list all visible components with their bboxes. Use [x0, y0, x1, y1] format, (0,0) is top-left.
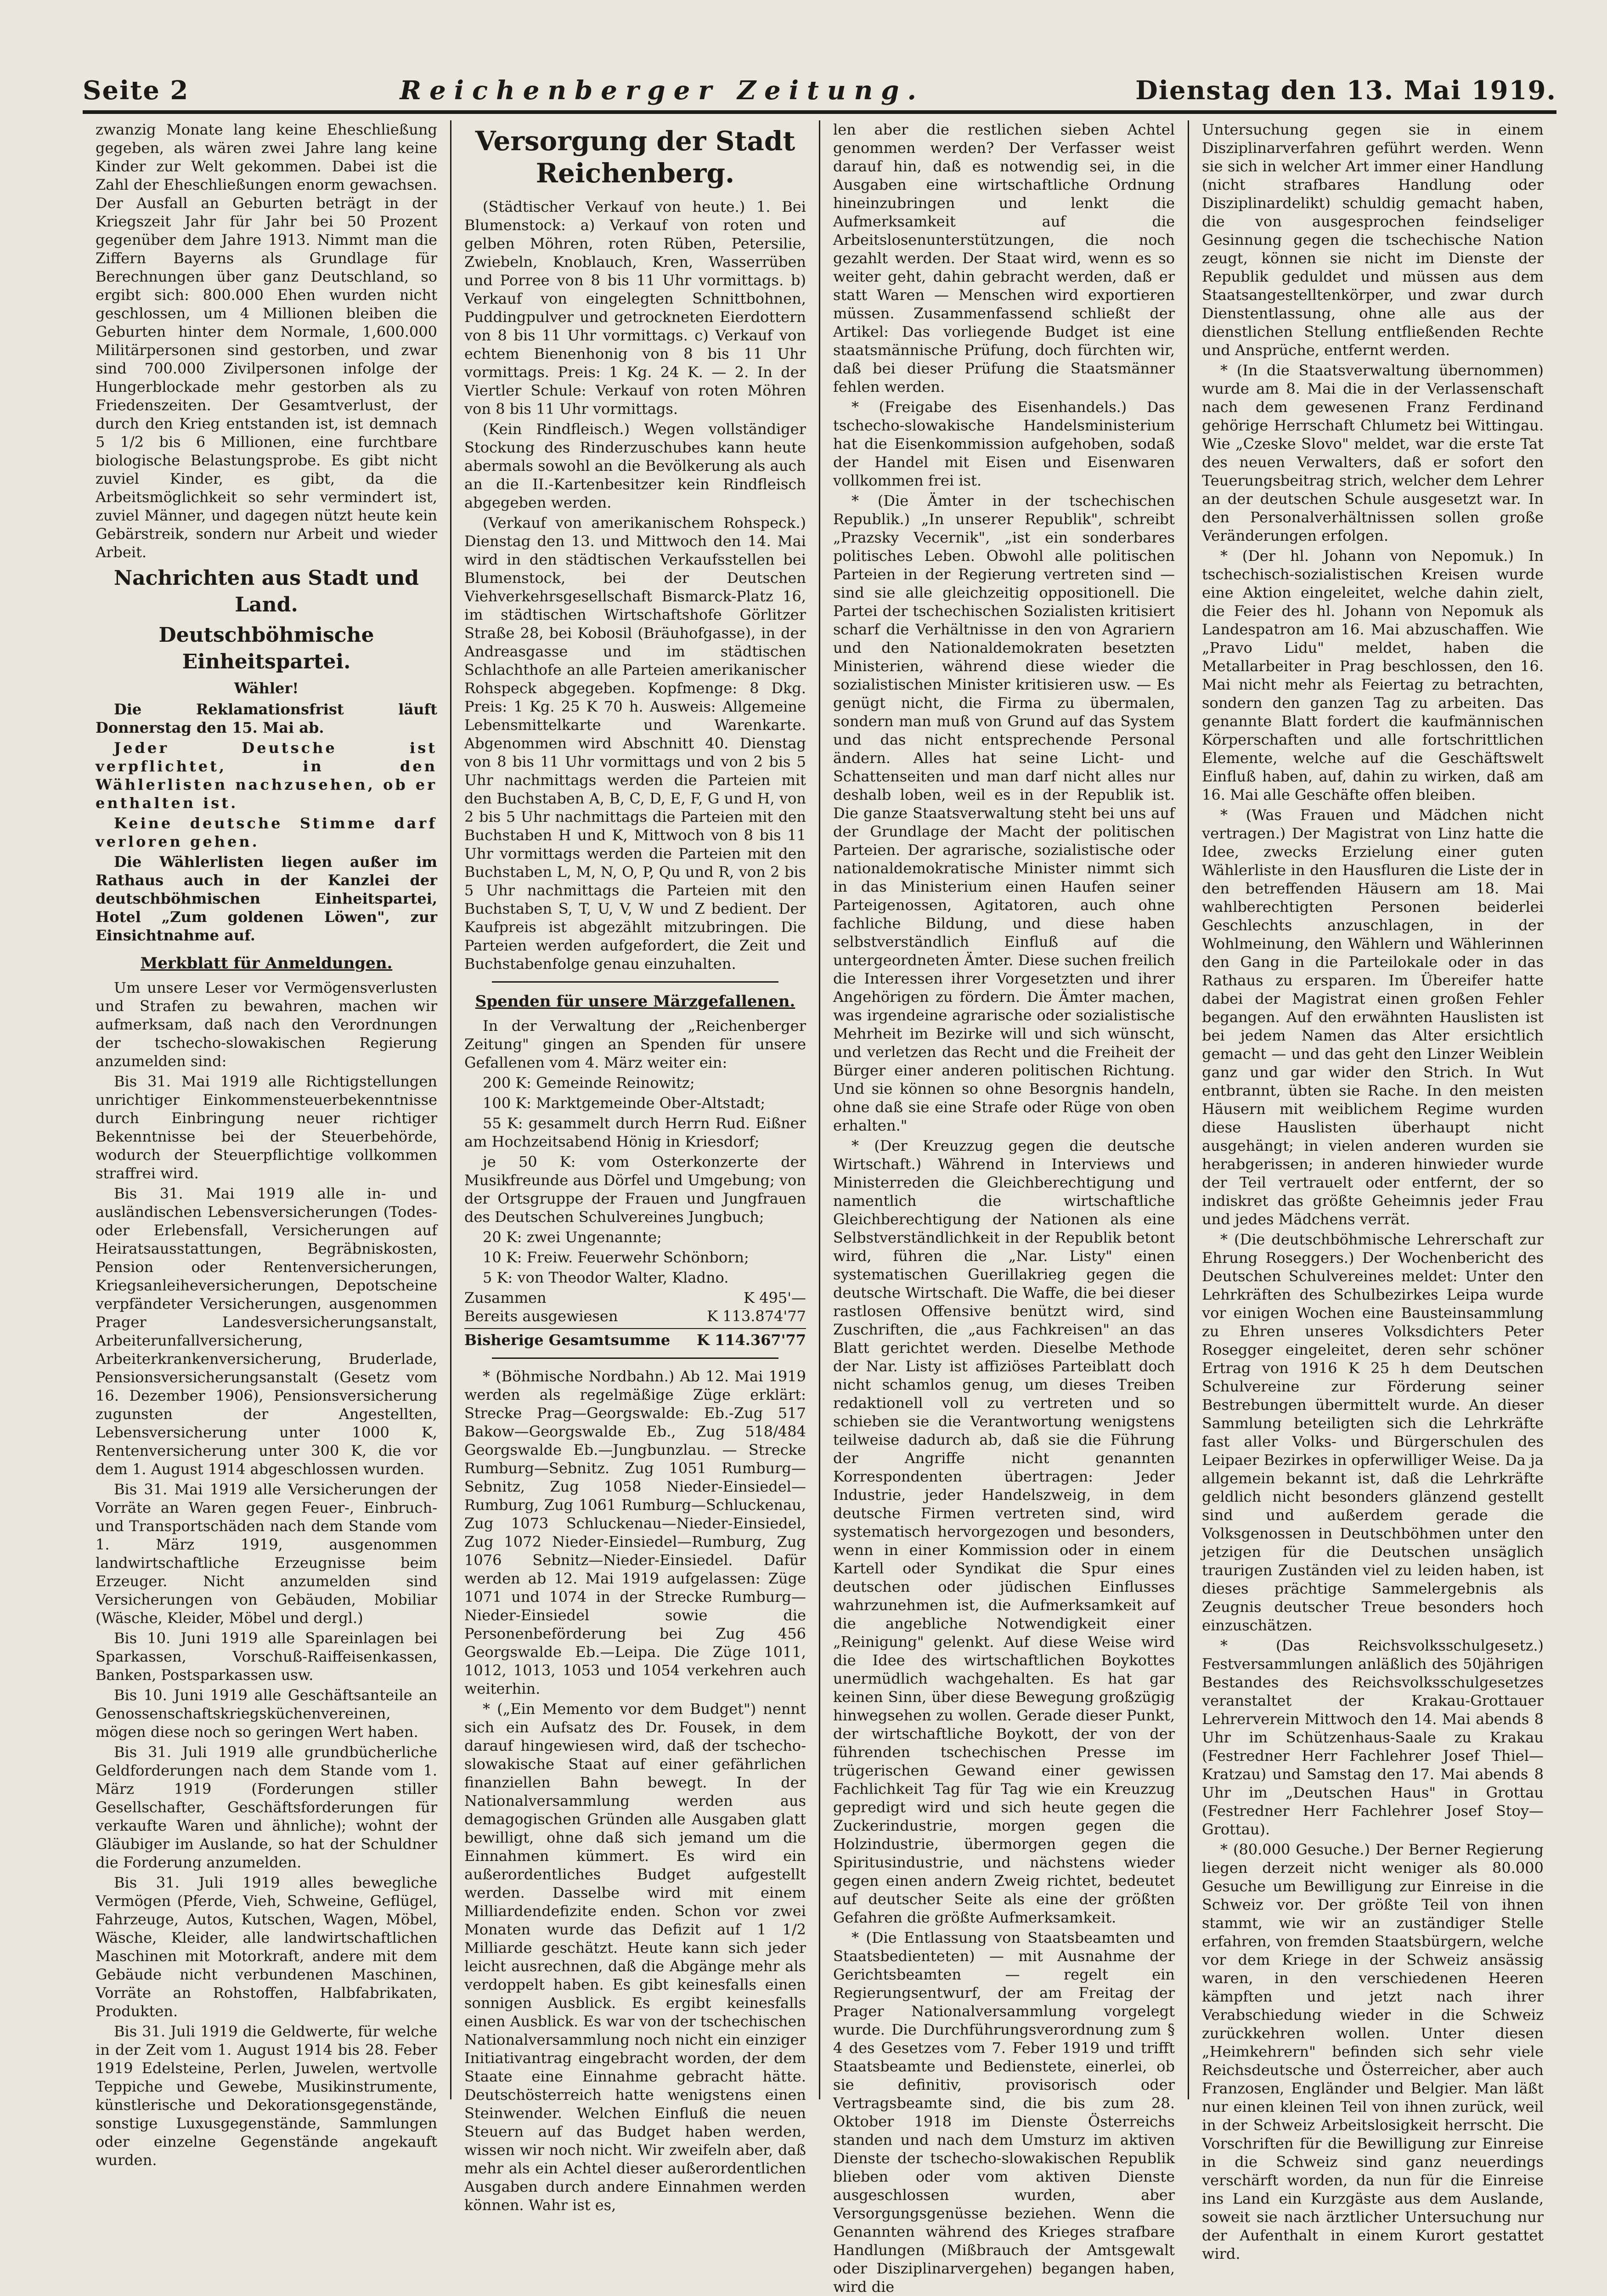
- divider: [492, 981, 778, 983]
- masthead: [83, 55, 1556, 106]
- merkblatt-item: Bis 31. Mai 1919 alle Richtigstellungen unrichtiger Einkommensteuerbekenntnisse durch Einbringung neuer richtiger Bekenntnisse bei der Steuerbehörde, wodurch der Steuerpflichtige vollkommen straffrei wird.: [96, 1073, 437, 1182]
- merkblatt-item: Bis 31. Juli 1919 alle grundbücherliche Geldforderungen nach dem Stande vom 1. März 1919 (Forderungen stiller Gesellschafter, Geschäftsforderungen für verkaufte Waren und ähnliche); wohnt der Gläubiger im Auslande, so hat der Schuldner die Forderung anzumelden.: [96, 1743, 437, 1871]
- donation-sum-row: [464, 1289, 806, 1307]
- column-1: [83, 120, 450, 2169]
- article-crusade-economy: * (Der Kreuzzug gegen die deutsche Wirtschaft.) Während in Interviews und Ministerreden die Gleichberechtigung und namentlich die wirtschaftliche Gleichberechtigung der Nationen als eine Selbstverständlichkeit in der Republik betont wird, führen die „Nar. Listy" einen systematischen Guerillakrieg gegen die deutsche Wirtschaft. Die Waffe, die bei dieser rastlosen Offensive benützt wird, sind Zuschriften, die „aus Fachkreisen" an das Blatt gerichtet werden. Dieselbe Methode der Nar. Listy ist affiziöses Parteiblatt doch nicht schamlos genug, um dieses Treiben redaktionell voll zu vertreten und so schieben sie die Verantwortung wenigstens teilweise dadurch ab, daß sie die Führung der Angriffe nicht genannten Korrespondenten übertragen: Jeder Industrie, jeder Handelszweig, in dem deutsche Firmen vertreten sind, wird systematisch hervorgezogen und besonders, wenn in einer Kommission oder in einem Kartell oder Syndikat die Spur eines deutschen oder jüdischen Einflusses wahrzunehmen ist, die Aufmerksamkeit auf die angebliche Notwendigkeit einer „Reinigung" gelenkt. Auf diese Weise wird die Idee des wirtschaftlichen Boykottes unermüdlich wachgehalten. Es hat gar keinen Sinn, über diese Bewegung großzügig hinwegsehen zu wollen. Gerade dieser Punkt, der wirtschaftliche Boykott, der von der führenden tschechischen Presse im trügerischen Gewand einer gewissen Fachlichkeit Tag für Tag wie ein Kreuzzug gepredigt wird und sich heute gegen die Zuckerindustrie, morgen gegen die Holzindustrie, übermorgen gegen die Spiritusindustrie, und nächstens wieder gegen einen andern Zweig richtet, bedeutet auf deutscher Seite als eine der größten Gefahren die größte Aufmerksamkeit.: [833, 1137, 1175, 1926]
- article-northern-railway: * (Böhmische Nordbahn.) Ab 12. Mai 1919 werden als regelmäßige Züge erklärt: Strecke Prag—Georgswalde: Eb.-Zug 517 Bakow—Georgswalde Eb., Zug 518/484 Georgswalde Eb.—Jungbunzlau. — Strecke Rumburg—Sebnitz. Zug 1051 Rumburg—Sebnitz, Zug 1058 Nieder-Einsiedel—Rumburg, Zug 1061 Rumburg—Schluckenau, Zug 1073 Schluckenau—Nieder-Einsiedel, Zug 1072 Nieder-Einsiedel—Rumburg, Zug 1076 Sebnitz—Nieder-Einsiedel. Dafür werden ab 12. Mai 1919 aufgelassen: Züge 1071 und 1074 in der Strecke Rumburg—Nieder-Einsiedel sowie die Personenbeförderung bei Zug 456 Georgswalde Eb.—Leipa. Die Züge 1011, 1012, 1013, 1053 und 1054 verkehren auch weiterhin.: [464, 1368, 806, 1697]
- merkblatt-item: Bis 31. Mai 1919 alle in- und ausländischen Lebensversicherungen (Todes- oder Erlebensfall, Versicherungen auf Heiratsausstattungen, Begräbniskosten, Pension oder Rentenversicherungen, Kriegsanleiheversicherungen, Depotscheine verpfändeter Versicherungen, ausgenommen Prager Landesversicherungsanstalt, Arbeiterunfallversicherung, Arbeiterkrankenversicherung, Bruderlade, Pensionsversicherungsanstalt (Gesetz vom 16. Dezember 1906), Pensionsversicherung zugunsten der Angestellten, Lebensversicherung unter 1000 K, Rentenversicherung unter 300 K, die vor dem 1. August 1914 abgeschlossen wurden.: [96, 1185, 437, 1478]
- previous-label: Bereits ausgewiesen: [464, 1307, 618, 1325]
- article-dismissal-continued: Untersuchung gegen sie in einem Disziplinarverfahren geführt werden. Wenn sie sich in welcher Art immer einer Handlung (nicht strafbares Handlung oder Disziplinardelikt) schuldig gemacht haben, die von ausgesprochen feindseliger Gesinnung gegen die tschechische Nation zeugt, können sie nicht im Dienste der Republik geduldet und müssen aus dem Staatsangestelltenkörper, und zwar durch Dienstentlassung, ohne alle aus der dienstlichen Stellung entfließenden Rechte und Ansprüche, entfernt werden.: [1202, 121, 1544, 359]
- merkblatt-item: Bis 31. Juli 1919 alles bewegliche Vermögen (Pferde, Vieh, Schweine, Geflügel, Fahrzeuge, Autos, Kutschen, Wagen, Möbel, Wäsche, Kleider, alle landwirtschaftlichen Maschinen mit Motorkraft, andere mit dem Gebäude nicht verbundenen Maschinen, Vorräte an Rohstoffen, Halbfabrikaten, Produkten.: [96, 1874, 437, 2020]
- donation-line: 10 K: Freiw. Feuerwehr Schönborn;: [483, 1249, 749, 1266]
- merkblatt-item: Bis 10. Juni 1919 alle Spareinlagen bei Sparkassen, Vorschuß-Raiffeisenkassen, Banken, Postsparkassen usw.: [96, 1629, 437, 1684]
- article-bacon-sale: (Verkauf von amerikanischem Rohspeck.) Dienstag den 13. und Mittwoch den 14. Mai wird in den städtischen Verkaufsstellen bei Blumenstock, bei der Deutschen Viehverkehrsgesellschaft Bismarck-Platz 16, im städtischen Wirtschaftshofe Görlitzer Straße 28, bei Kobosil (Bräuhofgasse), in der Andreasgasse und im städtischen Schlachthofe an alle Parteien amerikanischer Rohspeck abgegeben. Kopfmenge: 8 Dkg. Preis: 1 Kg. 25 K 70 h. Ausweis: Allgemeine Lebensmittelkarte und Warenkarte. Abgenommen wird Abschnitt 40. Dienstag von 8 bis 11 Uhr vormittags und von 2 bis 5 Uhr nachmittags werden die Parteien mit den Buchstaben A, B, C, D, E, F, G und H, von 2 bis 5 Uhr nachmittags die Parteien mit den Buchstaben H und K, Mittwoch von 8 bis 11 Uhr vormittags werden die Parteien mit den Buchstaben L, M, N, O, P, Qu und R, von 2 bis 5 Uhr nachmittags die Parteien mit den Buchstaben S, T, U, V, W und Z bedient. Der Kaufpreis ist abgezählt mitzubringen. Die Parteien werden aufgefordert, die Zeit und Buchstabenfolge genau einzuhalten.: [464, 514, 806, 973]
- article-rosegger: * (Die deutschböhmische Lehrerschaft zur Ehrung Roseggers.) Der Wochenbericht des Deutschen Schulvereines meldet: Unter den Lehrkräften des Schulbezirkes Leipa wurde vor einigen Wochen eine Bausteinsammlung zu Ehren unseres Volksdichters Peter Rosegger eingeleitet, deren sehr schöner Ertrag von 1916 K 25 h dem Deutschen Schulvereine zur Förderung seiner Bestrebungen übermittelt wurde. An dieser Sammlung beteiligten sich die Lehrkräfte fast aller Volks- und Bürgerschulen des Leipaer Bezirkes in opferwilliger Weise. Da ja allgemein bekannt ist, daß die Lehrkräfte geldlich nicht besonders glänzend gestellt sind und außerdem gerade die Volksgenossen in Deutschböhmen unter den jetzigen für die Deutschen unsäglich traurigen Zuständen viel zu leiden haben, ist dieses prächtige Sammelergebnis als Zeugnis deutscher Treue besonders hoch einzuschätzen.: [1202, 1231, 1544, 1634]
- column-2: [450, 120, 819, 2214]
- article-dismissal-officials: * (Die Entlassung von Staatsbeamten und Staatsbedienteten) — mit Ausnahme der Gerichtsbeamten — regelt ein Regierungsentwurf, der am Freitag der Prager Nationalversammlung vorgelegt wurde. Die Durchführungsverordnung zum § 4 des Gesetzes vom 7. Feber 1919 und trifft Staatsbeamte und Bedienstete, einerlei, ob sie definitiv, provisorisch oder Vertragsbeamte sind, die bis zum 28. Oktober 1918 im Dienste Österreichs standen und nach dem Umsturz im aktiven Dienste der tschecho-slowakischen Republik blieben oder vom aktiven Dienste ausgeschlossen wurden, aber Versorgungsgenüsse beziehen. Wenn die Genannten während des Krieges strafbare Handlungen (Mißbrauch der Amtsgewalt oder Disziplinarvergehen) begangen haben, wird die: [833, 1929, 1175, 2296]
- donation-previous-row: [464, 1307, 806, 1325]
- page-number: Seite 2: [83, 75, 189, 106]
- issue-date: Dienstag den 13. Mai 1919.: [1135, 75, 1556, 106]
- notice-no-vote-lost: Keine deutsche Stimme darf verloren gehen.: [96, 814, 437, 850]
- masthead-rule: [83, 110, 1556, 114]
- voters-heading: Wähler!: [234, 679, 299, 697]
- donation-line: 55 K: gesammelt durch Herrn Rud. Eißner am Hochzeitsabend Hönig in Kriesdorf;: [464, 1114, 806, 1150]
- section-heading-party: Deutschböhmische Einheitspartei.: [158, 623, 374, 673]
- donations-heading: Spenden für unsere Märzgefallenen.: [475, 992, 795, 1011]
- donation-line: 100 K: Marktgemeinde Ober-Altstadt;: [483, 1094, 766, 1112]
- notice-deadline: Die Reklamationsfrist läuft Donnerstag den 15. Mai ab.: [96, 701, 437, 736]
- article-school-law: * (Das Reichsvolksschulgesetz.) Festversammlungen anläßlich des 50jährigen Bestandes des Reichsvolksschulgesetzes veranstaltet der Krakau-Grottauer Lehrerverein Mittwoch den 14. Mai abends 8 Uhr im Schützenhaus-Saale zu Krakau (Festredner Herr Fachlehrer Josef Thiel—Kratzau) und Samstag den 17. Mai abends 8 Uhr im „Deutschen Haus" in Grottau (Festredner Herr Fachlehrer Josef Stoy—Grottau).: [1202, 1637, 1544, 1838]
- article-no-beef: (Kein Rindfleisch.) Wegen vollständiger Stockung des Rinderzuschubes kann heute abermals sowohl an die Bevölkerung als auch an die II.-Kartenbesitzer kein Rindfleisch abgegeben werden.: [464, 420, 806, 511]
- article-iron-trade: * (Freigabe des Eisenhandels.) Das tschecho-slowakische Handelsministerium hat die Eisenkommission aufgehoben, sodaß der Handel mit Eisen und Eisenwaren vollkommen frei ist.: [833, 398, 1175, 489]
- notice-obligation: Jeder Deutsche ist verpflichtet, in den Wählerlisten nachzusehen, ob er enthalten ist.: [96, 739, 437, 812]
- merkblatt-intro: Um unsere Leser vor Vermögensverlusten und Strafen zu bewahren, machen wir aufmerksam, daß nach den Verordnungen der tschecho-slowakischen Regierung anzumelden sind:: [96, 979, 437, 1070]
- total-label: Bisherige Gesamtsumme: [464, 1331, 671, 1349]
- column-4: [1188, 120, 1556, 2262]
- merkblatt-item: Bis 31. Juli 1919 die Geldwerte, für welche in der Zeit vom 1. August 1914 bis 28. Feber 1919 Edelsteine, Perlen, Juwelen, wertvolle Teppiche und Gewebe, Musikinstrumente, künstlerische und Dekorationsgegenstände, sonstige Luxusgegenstände, Sammlungen oder einzelne Gegenstände angekauft wurden.: [96, 2023, 437, 2169]
- article-women-girls: * (Was Frauen und Mädchen nicht vertragen.) Der Magistrat von Linz hatte die Idee, zwecks Erzielung einer guten Wählerliste in den Hausfluren die Liste der in den betreffenden Häusern am 18. Mai wahlberechtigten Personen beiderlei Geschlechts anzuschlagen, in der Wohlmeinung, den Wählern und Wählerinnen den Gang in die Parteilokale oder in das Rathaus zu ersparen. Im Übereifer hatte dabei der Magistrat einen großen Fehler begangen. Auf den erwähnten Hauslisten ist bei jedem Namen das Alter ersichtlich gemacht — und das geht den Linzer Weiblein ganz und gar wider den Strich. In Wut entbrannt, übten sie Rache. In den meisten Häusern mit weiblichem Regime wurden diese Hauslisten überhaupt nicht ausgehängt; in vielen anderen wurden sie herabgerissen; in anderen hinwieder wurde der Teil vertrauelt oder entfernt, der so indiskret das größte Geheimnis jeder Frau und jedes Mädchens verrät.: [1202, 806, 1544, 1228]
- notice-voter-lists: Die Wählerlisten liegen außer im Rathaus auch in der Kanzlei der deutschböhmischen Einheitspartei, Hotel „Zum goldenen Löwen", zur Einsichtnahme auf.: [96, 853, 437, 944]
- donation-total-row: [464, 1328, 806, 1349]
- newspaper-title: Reichenberger Zeitung.: [400, 75, 925, 106]
- donation-line: 20 K: zwei Ungenannte;: [483, 1228, 662, 1246]
- donation-line: 200 K: Gemeinde Reinowitz;: [483, 1074, 695, 1091]
- article-birth-decline: zwanzig Monate lang keine Eheschließung gegeben, als wären zwei Jahre lang keine Kinder zur Welt gekommen. Dabei ist die Zahl der Eheschließungen enorm gewachsen. Der Ausfall an Geburten beträgt in der Kriegszeit Jahr für Jahr bei 50 Prozent gegenüber dem Jahre 1913. Nimmt man die Ziffern Bayerns als Grundlage für Berechnungen über ganz Deutschland, so ergibt sich: 800.000 Ehen wurden nicht geschlossen, um 4 Millionen bleiben die Geburten hinter dem Normale, 1,600.000 Militärpersonen sind gestorben, und zwar sind 700.000 Zivilpersonen infolge der Hungerblockade mehr gestorben als zu Friedenszeiten. Der Gesamtverlust, der durch den Krieg entstanden ist, ist demnach 5 1/2 bis 6 Millionen, eine furchtbare biologische Belastungsprobe. Es gibt nicht zuviel Kinder, es gibt, da die Arbeitsmöglichkeit so sehr vermindert ist, zuviel Männer, und dagegen nützt heute kein Gebärstreik, sondern nur Arbeit und wieder Arbeit.: [96, 121, 437, 561]
- donation-line: 5 K: von Theodor Walter, Kladno.: [483, 1269, 729, 1286]
- sum-label: Zusammen: [464, 1289, 547, 1306]
- article-nepomuk: * (Der hl. Johann von Nepomuk.) In tschechisch-sozialistischen Kreisen wurde eine Aktion eingeleitet, welche dahin zielt, die Feier des hl. Johann von Nepomuk als Landespatron am 16. Mai abzuschaffen. Wie „Pravo Lidu" meldet, haben die Metallarbeiter in Prag beschlossen, den 16. Mai nicht mehr als Feiertag zu betrachten, sondern den ganzen Tag zu arbeiten. Das genannte Blatt fordert die kaufmännischen Körperschaften und alle fortschrittlichen Elemente, welche auf die Geschäftswelt Einfluß haben, auf, dahin zu wirken, daß am 16. Mai alle Geschäfte offen bleiben.: [1202, 547, 1544, 803]
- donation-line: je 50 K: vom Osterkonzerte der Musikfreunde aus Dörfel und Umgebung; von der Ortsgruppe der Frauen und Jungfrauen des Deutschen Schulvereines Jungbuch;: [464, 1153, 806, 1226]
- total-value: K 114.367'77: [696, 1331, 806, 1349]
- merkblatt-item: Bis 10. Juni 1919 alle Geschäftsanteile an Genossenschaftskriegsküchenvereinen, mögen diese noch so geringen Wert haben.: [96, 1686, 437, 1741]
- sum-value: K 495'—: [744, 1289, 806, 1306]
- article-80000-requests: * (80.000 Gesuche.) Der Berner Regierung liegen derzeit nicht weniger als 80.000 Gesuche um Bewilligung zur Einreise in die Schweiz vor. Der größte Teil von ihnen stammt, wie wir an zuständiger Stelle erfahren, von fremden Staatsbürgern, welche vor dem Kriege in der Schweiz ansässig waren, in den verschiedenen Heeren kämpften und jetzt nach ihrer Verabschiedung wieder in die Schweiz zurückkehren wollen. Unter diesen „Heimkehrern" befinden sich sehr viele Reichsdeutsche und Österreicher, aber auch Franzosen, Engländer und Belgier. Man läßt nur einen kleinen Teil von ihnen zurück, weil in der Schweiz Arbeitslosigkeit herrscht. Die Vorschriften für die Bewilligung zur Einreise in die Schweiz sind ganz neuerdings verschärft worden, da nun für die Einreise ins Land ein Kurzgäste aus dem Auslande, soweit sie nach ärztlicher Untersuchung nur der Aufenthalt in einem Kurort gestattet wird.: [1202, 1841, 1544, 2262]
- divider: [492, 1357, 778, 1359]
- merkblatt-heading: Merkblatt für Anmeldungen.: [140, 954, 393, 973]
- article-offices-republic: * (Die Ämter in der tschechischen Republik.) „In unserer Republik", schreibt „Prazsky Vecernik", „ist ein sonderbares politisches Leben. Obwohl alle politischen Parteien in der Regierung vertreten sind — sind sie alle gleichzeitig oppositionell. Die Partei der tschechischen Sozialisten kritisiert scharf die Verhältnisse in den von Agrariern und den Nationaldemokraten besetzten Ministerien, während diese wieder die sozialistischen Minister kritisieren usw. — Es genügt nicht, die Firma zu übermalen, sondern man muß von Grund auf das System und das nicht entsprechende Personal ändern. Alles hat seine Licht- und Schattenseiten und man darf nicht alles nur deshalb loben, weil es in der Republik ist. Die ganze Staatsverwaltung steht bei uns auf der Grundlage der Macht der politischen Parteien. Der agrarische, sozialistische oder nationaldemokratische Minister nimmt sich in das Ministerium einen Haufen seiner Parteigenossen, Agitatoren, auch ohne fachliche Bildung, und diese haben selbstverständlich Einfluß auf die untergeordneten Ämter. Diese suchen freilich die Interessen ihrer Vorgesetzten und ihrer Angehörigen zu fördern. Die Ämter machen, was irgendeine agrarische oder sozialistische Mehrheit im Bezirke will und sich wünscht, und verletzen das Recht und die Freiheit der Bürger einer anderen politischen Richtung. Und sie können so ohne Besorgnis handeln, ohne daß sie eine Strafe oder Rüge von oben erhalten.": [833, 492, 1175, 1134]
- article-state-administration: * (In die Staatsverwaltung übernommen) wurde am 8. Mai die in der Verlassenschaft nach dem gewesenen Franz Ferdinand gehörige Herrschaft Chlumetz bei Wittingau. Wie „Czeske Slovo" meldet, war die erste Tat des neuen Verwalters, daß er sofort den Teuerungsbeitrag strich, welcher dem Lehrer an der deutschen Schule ausgesetzt war. In den Personalverhältnissen sollen große Veränderungen erfolgen.: [1202, 362, 1544, 544]
- headline-supply: Versorgung der Stadt Reichenberg.: [475, 125, 795, 189]
- article-budget-continued: len aber die restlichen sieben Achtel genommen werden? Der Verfasser weist darauf hin, daß es notwendig sei, in die Ausgaben eine wirtschaftliche Ordnung hineinzubringen und lenkt die Aufmerksamkeit auf die Arbeitslosenunterstützungen, die noch gezahlt werden. Der Staat wird, wenn es so weiter geht, dahin gebracht werden, daß er statt Waren — Menschen wird exportieren müssen. Zusammenfassend schließt der Artikel: Das vorliegende Budget ist eine staatsmännische Prüfung, doch fürchten wir, daß bei dieser Prüfung die Staatsmänner fehlen werden.: [833, 121, 1175, 396]
- donations-intro: In der Verwaltung der „Reichenberger Zeitung" gingen an Spenden für unsere Gefallenen vom 4. März weiter ein:: [464, 1017, 806, 1071]
- columns: [83, 120, 1556, 2296]
- article-city-sale: (Städtischer Verkauf von heute.) 1. Bei Blumenstock: a) Verkauf von roten und gelben Möhren, roten Rüben, Petersilie, Zwiebeln, Knoblauch, Kren, Wasserrüben und Porree von 8 bis 11 Uhr vormittags. b) Verkauf von eingelegten Schnittbohnen, Puddingpulver und getrockneten Eierdottern von 8 bis 11 Uhr vormittags. c) Verkauf von echtem Bienenhonig von 8 bis 11 Uhr vormittags. Preis: 1 Kg. 24 K. — 2. In der Viertler Schule: Verkauf von roten Möhren von 8 bis 11 Uhr vormittags.: [464, 198, 806, 418]
- article-budget-memento: * („Ein Memento vor dem Budget") nennt sich ein Aufsatz des Dr. Fousek, in dem darauf hingewiesen wird, daß der tschecho-slowakische Staat auf einer gefährlichen finanziellen Bahn bewegt. In der Nationalversammlung werden aus demagogischen Gründen alle Ausgaben glatt bewilligt, ohne daß sich jemand um die Einnahmen kümmert. Es wird ein außerordentliches Budget aufgestellt werden. Dasselbe wird mit einem Milliardendefizite enden. Schon vor zwei Monaten wurde das Defizit auf 1 1/2 Milliarde geschätzt. Heute kann sich jeder leicht ausrechnen, daß die Abgänge mehr als verdoppelt haben. Es gibt keinesfalls einen sonnigen Ausblick. Es ergibt keinesfalls einen Ausblick. Es war von der tschechischen Nationalversammlung noch nicht ein einziger Initiativantrag eingebracht worden, der dem Staate eine Einnahme gebracht hätte. Deutschösterreich hatte wenigstens einen Steinwender. Welchen Einfluß die neuen Steuern auf das Budget haben werden, wissen wir noch nicht. Wir zweifeln aber, daß mehr als ein Achtel dieser außerordentlichen Ausgaben durch andere Einnahmen werden können. Wahr ist es,: [464, 1700, 806, 2214]
- previous-value: K 113.874'77: [707, 1307, 806, 1325]
- merkblatt-item: Bis 31. Mai 1919 alle Versicherungen der Vorräte an Waren gegen Feuer-, Einbruch- und Transportschäden nach dem Stande vom 1. März 1919, ausgenommen landwirtschaftliche Erzeugnisse beim Erzeuger. Nicht anzumelden sind Versicherungen von Gebäuden, Mobiliar (Wäsche, Kleider, Möbel und dergl.): [96, 1481, 437, 1627]
- section-heading-news: Nachrichten aus Stadt und Land.: [113, 566, 419, 616]
- column-3: [819, 120, 1188, 2296]
